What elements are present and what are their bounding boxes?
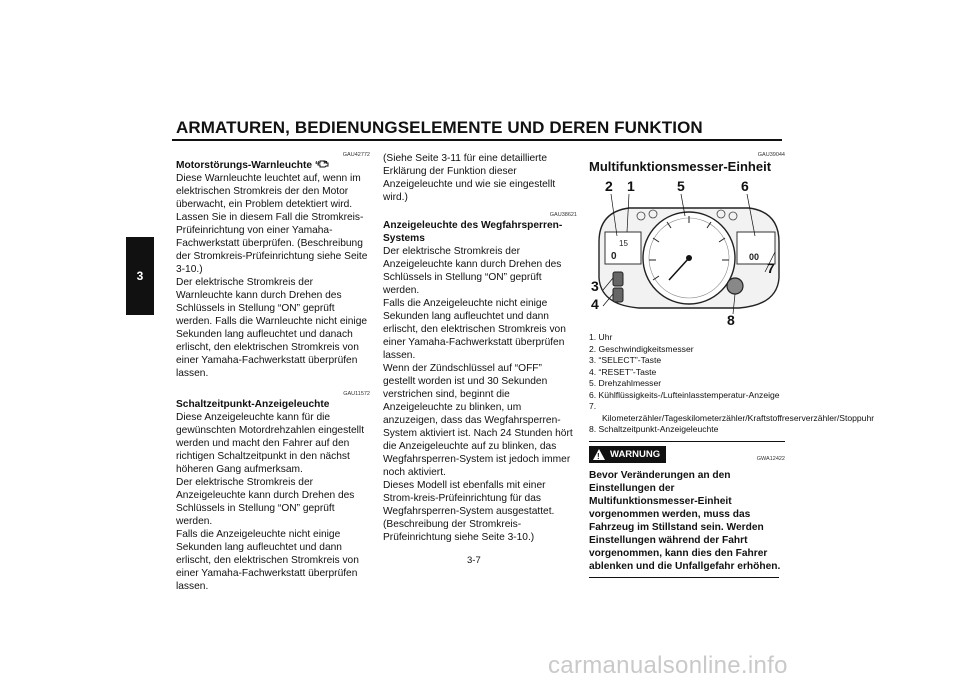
warning-top-rule bbox=[589, 441, 785, 442]
paragraph: Wenn der Zündschlüssel auf “OFF” gestellt worden ist und 30 Sekunden verstrichen sind, beginnt die Anzeigeleuchte zu blinken, um anzuzeigen, dass das Wegfahrsperren-System aktiviert ist. Nach 24 Stunden hört die Anzeigeleuchte auf zu blinken, das Wegfahrsperren-System ist jedoch immer noch aktiviert. bbox=[383, 363, 573, 478]
engine-icon bbox=[317, 159, 329, 172]
engine-warning-heading-text: Motorstörungs-Warnleuchte “ ” bbox=[176, 160, 328, 172]
warning-badge bbox=[589, 446, 666, 463]
callout-2: 2 bbox=[605, 178, 613, 194]
section-heading-multifunction: Multifunktionsmesser-Einheit bbox=[589, 159, 772, 174]
warning-bottom-rule bbox=[589, 577, 779, 579]
column-1 bbox=[176, 152, 370, 593]
figure-legend-list bbox=[589, 332, 875, 436]
instrument-cluster-illustration bbox=[589, 180, 785, 330]
warning-text: Bevor Veränderungen an den Einstellungen der Multifunktionsmesser-Einheit vorgenommen werden, muss das Fahrzeug im Stillstand sein. Werden Einstellungen während der Fahrt vorgenommen, kann dies den Fahrer ablenken und die Unfallgefahr erhöhen. bbox=[589, 469, 781, 572]
callout-1: 1 bbox=[627, 178, 635, 194]
list-item: 2. Geschwindigkeitsmesser bbox=[589, 343, 694, 354]
callout-3: 3 bbox=[591, 278, 599, 294]
instrument-cluster-figure bbox=[589, 180, 785, 330]
svg-text:00: 00 bbox=[749, 252, 760, 262]
callout-5: 5 bbox=[677, 178, 685, 194]
section-code: GAU39044 bbox=[757, 152, 785, 158]
section-heading-immobilizer: Anzeigeleuchte des Wegfahrsperren-Systems bbox=[383, 220, 563, 244]
page-header-title: ARMATUREN, BEDIENUNGSELEMENTE UND DEREN FUNKTION bbox=[176, 118, 703, 137]
section-code: GAU11572 bbox=[343, 391, 370, 398]
callout-6: 6 bbox=[741, 178, 749, 194]
page-number: 3-7 bbox=[467, 555, 481, 566]
watermark-text: carmanualsonline.info bbox=[548, 652, 788, 679]
section-heading-engine-warning bbox=[176, 159, 370, 172]
warning-label: WARNUNG bbox=[610, 448, 661, 460]
callout-7: 7 bbox=[767, 260, 775, 276]
list-item: 1. Uhr bbox=[589, 332, 613, 342]
section-code: GAU42772 bbox=[342, 152, 370, 158]
callout-8: 8 bbox=[727, 312, 735, 328]
paragraph: Der elektrische Stromkreis der Warnleuchte kann durch Drehen des Schlüssels in Stellung “ON” geprüft werden. Falls die Warnleuchte nicht einige Sekunden lang aufleuchtet und danach erlischt, den elektrischen Stromkreis von einer Yamaha-Fachwerkstatt überprüfen lassen. bbox=[176, 277, 368, 380]
paragraph: Diese Anzeigeleuchte kann für die gewünschten Motordrehzahlen eingestellt werden und macht den Fahrer auf den richtigen Schaltzeitpunkt in den nächst höheren Gang aufmerksam. bbox=[176, 412, 365, 476]
column-2 bbox=[383, 152, 577, 544]
svg-text:15: 15 bbox=[619, 239, 628, 248]
list-item: 3. “SELECT”-Taste bbox=[589, 355, 662, 365]
chapter-tab bbox=[126, 237, 154, 315]
list-item: 4. “RESET”-Taste bbox=[589, 366, 657, 377]
section-code: GAU38621 bbox=[549, 212, 577, 218]
chapter-number: 3 bbox=[136, 269, 144, 283]
paragraph: Der elektrische Stromkreis der Anzeigeleuchte kann durch Drehen des Schlüssels in Stellung “ON” geprüft werden. bbox=[383, 246, 562, 296]
list-item: 5. Drehzahlmesser bbox=[589, 378, 662, 388]
column-3 bbox=[589, 152, 875, 578]
list-item: 6. Kühlflüssigkeits-/Lufteinlasstemperatur-Anzeige bbox=[589, 389, 780, 400]
callout-4: 4 bbox=[591, 296, 599, 312]
paragraph: (Siehe Seite 3-11 für eine detaillierte Erklärung der Funktion dieser Anzeigeleuchte und wie sie eingestellt wird.) bbox=[383, 153, 556, 203]
paragraph: Falls die Anzeigeleuchte nicht einige Sekunden lang aufleuchtet und dann erlischt, den elektrischen Stromkreis von einer Yamaha-Fachwerkstatt überprüfen lassen. bbox=[176, 529, 359, 593]
warning-code: GWA12422 bbox=[756, 455, 785, 462]
paragraph: Dieses Modell ist ebenfalls mit einer Strom-kreis-Prüfeinrichtung für das Wegfahrsperren-System ausgestattet. (Beschreibung der Stromkreis-Prüfeinrichtung siehe Seite 3-10.) bbox=[383, 480, 555, 543]
header-rule bbox=[172, 139, 782, 141]
section-heading-shift-light: Schaltzeitpunkt-Anzeigeleuchte bbox=[176, 399, 330, 411]
paragraph: Falls die Anzeigeleuchte nicht einige Sekunden lang aufleuchtet und dann erlischt, den elektrischen Stromkreis von einer Yamaha-Fachwerkstatt überprüfen lassen. bbox=[383, 298, 566, 361]
warning-header bbox=[589, 446, 785, 463]
list-item: 8. Schaltzeitpunkt-Anzeigeleuchte bbox=[589, 424, 719, 434]
list-item: 7. Kilometerzähler/Tageskilometerzähler/Kraftstoffreserverzähler/Stoppuhr bbox=[589, 401, 875, 423]
paragraph: Diese Warnleuchte leuchtet auf, wenn im elektrischen Stromkreis der den Motor überwacht, ein Problem detektiert wird. Lassen Sie in diesem Fall die Stromkreis-Prüfeinrichtung von einer Yamaha-Fachwerkstatt überprüfen. (Beschreibung der Stromkreis-Prüfeinrichtung siehe Seite 3-10.) bbox=[176, 173, 368, 276]
warning-triangle-icon: ! bbox=[593, 449, 605, 460]
paragraph: Der elektrische Stromkreis der Anzeigeleuchte kann durch Drehen des Schlüssels in Stellung “ON” geprüft werden. bbox=[176, 477, 355, 528]
svg-text:0: 0 bbox=[611, 251, 617, 262]
